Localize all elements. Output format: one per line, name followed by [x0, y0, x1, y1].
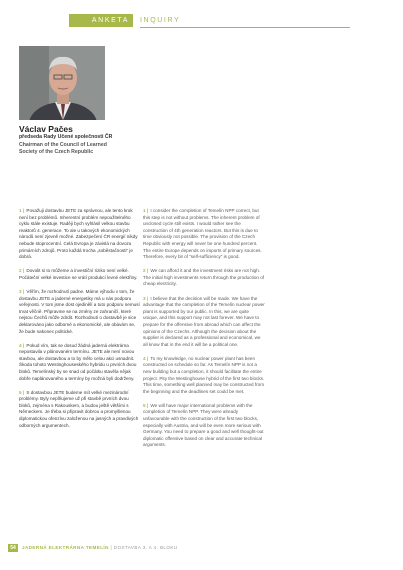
en-text-2: We can afford it and the investment risks are not high. The initial high investments return through the production of cheap electricity.: [143, 268, 265, 287]
page-footer: [0, 544, 403, 554]
portrait-photo: [19, 46, 105, 120]
en-paragraph-2: [143, 268, 265, 288]
cz-text-1: Považuji dostavbu JETE za správnou, ale tento krok není bez problémů. Inherentní problém nepoužitelného cyklu stále existuje. Raději bych vyhlásil velkou stavbu reaktorů 4. generace. To ale u takových ekonomických národů není zjevně možné. Zabezpečení ČR energií nikdy nebude stoprocentní. Celá Evropa je závislá na dovozu primárních zdrojů. Proto každá trocha „soběstačnosti“ je dobrá.: [19, 208, 138, 260]
cz-number-2: 2 |: [19, 268, 25, 274]
person-role-cz: předseda Rady Učené společnosti ČR: [19, 134, 113, 140]
person-role-en: [19, 142, 134, 156]
en-number-4: 4 |: [143, 355, 149, 361]
en-paragraph-5: [143, 403, 265, 449]
cz-paragraph-3: [19, 289, 141, 335]
en-number-1: 1 |: [143, 208, 149, 213]
header-label-en: INQUIRY: [140, 17, 181, 24]
page-number: 54: [8, 544, 18, 552]
section-header: [0, 14, 403, 30]
person-role-en-line-2: Society of the Czech Republic: [19, 149, 94, 155]
footer-subtitle: | DOSTAVBA 3. A 4. BLOKU: [110, 545, 178, 550]
en-paragraph-3: [143, 296, 265, 349]
cz-paragraph-5: [19, 390, 141, 430]
cz-paragraph-2: [19, 268, 141, 281]
cz-text-3: Věřím, že rozhodnutí padne. Máme výhodu v tom, že dostavbu JETE a jaderné energetiky má u nás podporu veřejnosti. V tom jsme dost ojedinělí a tuto podporu nemusí trvat věčně. Připravme se na změny ze zahraničí, které nejsou Čechů může zdrdit. Rozhodnutí o dostavbě je sice deklarováno jako odborné a ekonomické, ale obávám se, že bude nakonec politické.: [19, 288, 140, 334]
en-paragraph-1: [143, 208, 265, 261]
person-role-en-line-1: Chairman of the Council of Learned: [19, 142, 107, 148]
header-label-cz: ANKETA: [91, 17, 129, 24]
cz-paragraph-4: [19, 343, 141, 383]
cz-number-5: 5 |: [19, 389, 25, 395]
footer-title: JADERNÁ ELEKTRÁRNA TEMELÍN: [22, 545, 109, 550]
en-paragraph-4: [143, 356, 265, 396]
english-column: [143, 208, 265, 457]
czech-column: [19, 208, 141, 437]
en-text-3: I believe that the decision will be made. We have the advantage that the completion of the Temelín nuclear power plant is supported by our public. In this, we are quite unique, and this support may not last forever. We have to prepare for the offensive from abroad which can affect the opinions of the Czechs. Although the decision about the supplier is declared as a professional and economical, we all know that in the end it will be a political one.: [143, 295, 265, 347]
en-number-2: 2 |: [143, 268, 149, 274]
cz-paragraph-1: [19, 208, 141, 261]
en-text-1: I consider the completion of Temelín NPP correct, but this step is not without problems. The inherent problem of unclosed cycle still exists. I would rather see the construction of 4th generation reactors. But this is due to time obviously not possible. The provision of the Czech Republic with energy will never be one hundred percent. The entire Europe depends on imports of primary sources. Therefore, every bit of “self-sufficiency” is good.: [143, 208, 262, 260]
header-label-box: [69, 14, 133, 27]
en-number-3: 3 |: [143, 295, 149, 301]
en-number-5: 5 |: [143, 402, 149, 408]
cz-text-5: S dostavbou JETE budeme mít velké mezinárodní problémy. Byly neplňujeme už při stavbě prvních dvou bloků, zejména s Rakouskem, a budou ještě většími s Německem. Je třeba si připravit dobrou a promyšlenou diplomatickou ofenzívu založenou na jasných a pravdivých odborných argumentech.: [19, 389, 139, 428]
cz-number-1: 1 |: [19, 208, 25, 213]
header-rule: [140, 27, 350, 28]
cz-number-4: 4 |: [19, 342, 25, 348]
cz-number-3: 3 |: [19, 288, 25, 294]
en-text-5: We will have major international problems with the completion of Temelín NPP. They were already unfavourable with the construction of the first two blocks, especially with Austria, and will be even more serious with Germany. You need to prepare a good and well thought-out diplomatic offensive based on clear and accurate technical arguments.: [143, 402, 264, 448]
footer-text: [22, 544, 178, 552]
cz-text-4: Pokud vím, tak se dosud žádná jaderná elektrárna nepostavila v plánovaném termínu. JETE ale není novou stavbou, ale dostavbou a to by mělo celou akci usnadnit. Škoda tohoto Westinghouseského hybridu u prvních dvou bloků. Temelínský by se snad od počátku stavěla nějak dobře naplánovaného a termíny by možná byli dodrženy.: [19, 342, 137, 381]
cz-text-2: Dovolit si to můžeme a investiční riziko není velké. Počáteční velké investice se vrátí produkcí levné elektřiny.: [19, 268, 138, 280]
en-text-4: To my knowledge, no nuclear power plant has been constructed on schedule so far. As Temelín NPP is not a new building but a completion, it should facilitate the entire project. Pity the Westinghouse hybrid of the first two blocks. This time, something well planned may be constructed from the beginning and the deadlines set could be met.: [143, 355, 265, 394]
person-name: Václav Pačes: [19, 124, 73, 134]
